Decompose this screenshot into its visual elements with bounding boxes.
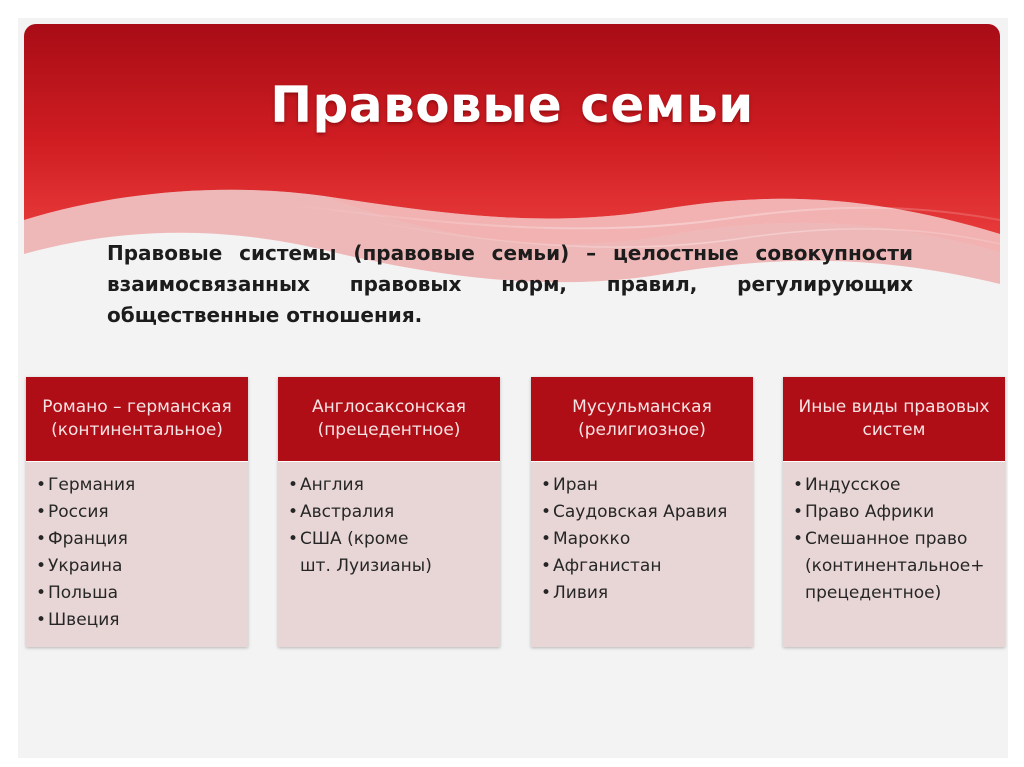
list-item: • Польша [36, 580, 238, 607]
list-item: • Афганистан [541, 553, 743, 580]
column-body [26, 461, 248, 647]
list-item: • Швеция [36, 607, 238, 634]
list-item: • Смешанное право (континентальное+ прецедентное) [793, 526, 995, 607]
list-item: • Австралия [288, 499, 490, 526]
list-item: • Иран [541, 472, 743, 499]
list-item: • Россия [36, 499, 238, 526]
column-header-text: Мусульманская (религиозное) [572, 397, 712, 440]
column-body [278, 461, 500, 647]
column-header-text: Романо – германская (континентальное) [42, 397, 232, 440]
list-item: • Право Африки [793, 499, 995, 526]
list-item: • Ливия [541, 580, 743, 607]
country-list [793, 472, 995, 607]
column-header [531, 377, 753, 461]
column-header [783, 377, 1005, 461]
intro-paragraph: Правовые системы (правовые семьи) – целостные совокупности взаимосвязанных правовых норм, правил, регулирующих общественные отношения. [107, 241, 913, 327]
column-header [26, 377, 248, 461]
column-header-text: Иные виды правовых систем [798, 397, 990, 440]
country-list [541, 472, 743, 607]
column-muslim [531, 377, 753, 647]
column-body [783, 461, 1005, 647]
list-item: • Англия [288, 472, 490, 499]
column-romano-germanic [26, 377, 248, 647]
list-item: • Марокко [541, 526, 743, 553]
list-item: • Саудовская Аравия [541, 499, 743, 526]
country-list [36, 472, 238, 634]
column-header-text: Англосаксонская (прецедентное) [311, 397, 467, 440]
list-item: • США (кроме шт. Луизианы) [288, 526, 490, 580]
column-header [278, 377, 500, 461]
column-anglo-saxon [278, 377, 500, 647]
column-body [531, 461, 753, 647]
list-item: • Франция [36, 526, 238, 553]
slide-title: Правовые семьи [270, 76, 754, 134]
list-item: • Германия [36, 472, 238, 499]
column-other-systems [783, 377, 1005, 647]
country-list [288, 472, 490, 580]
list-item: • Индусское [793, 472, 995, 499]
list-item: • Украина [36, 553, 238, 580]
